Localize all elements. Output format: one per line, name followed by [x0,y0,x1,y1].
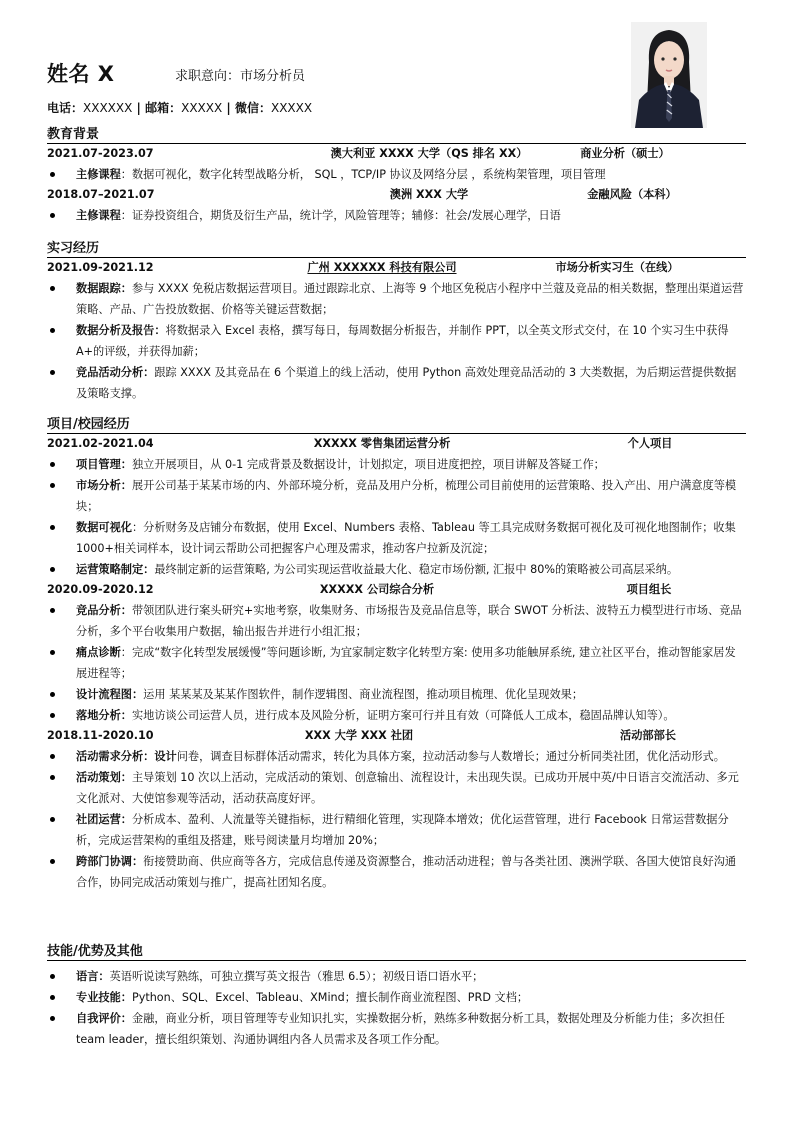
list-item [47,684,746,705]
list-item [47,454,746,475]
item-text: 跟踪 XXXX 及其竞品在 6 个渠道上的线上活动，使用 Python 高效处理竞品活动的 3 大类数据，为后期运营提供数据及策略支撑。 [76,366,737,400]
entry-school: 澳大利亚 XXXX 大学（QS 排名 XX） [330,147,528,160]
list-item [47,362,746,404]
item-label: 设计流程图： [76,688,144,701]
item-label: 运营策略制定： [76,563,155,576]
item-text: 实地访谈公司运营人员，进行成本及风险分析，证明方案可行并且有效（可降低人工成本，稳固品牌认知等）。 [131,709,675,722]
list-item [47,600,746,642]
contact-separator: | [222,101,235,115]
item-label: 数据分析及报告： [76,324,166,337]
phone-value: XXXXXX [83,101,133,115]
item-text: 带领团队进行案头研究+实地考察，收集财务、市场报告及竞品信息等，联合 SWOT 分析法、波特五力模型进行市场、竞品分析，多个平台收集用户数据，输出报告并进行小组汇报； [76,604,742,638]
email-label: 邮箱： [145,101,182,115]
entry-company: 广州 XXXXXX 科技有限公司 [307,261,457,274]
item-label: 竞品活动分析： [76,366,155,379]
candidate-name: 姓名 X [47,62,115,86]
education-entry-header [47,144,746,164]
item-label: 语言： [76,970,110,983]
item-text: 将数据录入 Excel 表格，撰写每日，每周数据分析报告，并制作 PPT，以全英文形式交付，在 10 个实习生中获得 A+的评级，并获得加薪； [76,324,729,358]
item-text: 运用 某某某及某某作图软件，制作逻辑图、商业流程图，推动项目梳理、优化呈现效果； [143,688,584,701]
item-text: ：证券投资组合，期货及衍生产品，统计学，风险管理等；辅修：社会/发展心理学，日语 [120,209,561,222]
projects-section [47,416,746,893]
list-item [47,205,746,226]
entry-date: 2018.11-2020.10 [47,729,154,742]
project-entry-header [47,434,746,454]
item-label: 主修课程 [76,209,121,222]
item-label: 活动策划： [76,771,132,784]
entry-date: 2021.09-2021.12 [47,261,154,274]
entry-role: 活动部部长 [620,729,676,742]
entry-school: 澳洲 XXX 大学 [389,188,469,201]
item-text: 问卷，调查目标群体活动需求，转化为具体方案，拉动活动参与人数增长；通过分析同类社团，优化活动形式。 [176,750,725,763]
item-label: 项目管理： [76,458,132,471]
email-value: XXXXX [181,101,223,115]
item-text: 衔接赞助商、供应商等各方，完成信息传递及资源整合，推动活动进程；曾与各类社团、澳洲学联、各国大使馆良好沟通合作，协同完成活动策划与推广，提高社团知名度。 [76,855,737,889]
item-text: 分析成本、盈利、人流量等关键指标，进行精细化管理，实现降本增效；优化运营管理，进行 Facebook 日常运营数据分析，完成运营架构的重组及搭建，账号阅读量月均增加 20%； [76,813,729,847]
entry-major: 金融风险（本科） [587,188,677,201]
item-label: 社团运营： [76,813,132,826]
contact-line [47,99,312,116]
item-label: 竞品分析： [76,604,132,617]
entry-project: XXXXX 零售集团运营分析 [313,437,451,450]
wechat-value: XXXXX [270,101,313,115]
item-text: ：分析财务及店铺分布数据，使用 Excel、Numbers 表格、Tableau 等工具完成财务数据可视化及可视化地图制作；收集 1000+相关词样本，设计词云帮助公司把握客户心理及需求，推动客户拉新及沉淀； [76,521,736,555]
list-item [47,1008,746,1050]
section-title: 项目/校园经历 [47,416,746,434]
list-item [47,164,746,185]
portrait-image [631,22,707,128]
item-text: 英语听说读写熟练，可独立撰写英文报告（雅思 6.5）；初级日语口语水平； [109,970,484,983]
item-label: 市场分析： [76,479,132,492]
list-item [47,746,746,767]
item-label: 数据可视化 [76,521,132,534]
entry-date: 2021.07-2023.07 [47,147,154,160]
item-label: 专业技能： [76,991,132,1004]
skills-section [47,943,746,1050]
entry-role: 市场分析实习生（在线） [555,261,679,274]
entry-date: 2018.07–2021.07 [47,188,155,201]
item-text: 独立开展项目，从 0-1 完成背景及数据设计，计划拟定，项目进度把控，项目讲解及答疑工作； [131,458,605,471]
item-text: 参与 XXXX 免税店数据运营项目。通过跟踪北京、上海等 9 个地区免税店小程序中兰蔻及竞品的相关数据，整理出渠道运营策略、产品、广告投放数据、价格等关键运营数据； [76,282,744,316]
list-item [47,987,746,1008]
item-label: 自我评价： [76,1012,132,1025]
section-title: 技能/优势及其他 [47,943,746,961]
item-label: 数据跟踪： [76,282,132,295]
list-item [47,851,746,893]
item-label: 跨部门协调： [76,855,144,868]
wechat-label: 微信： [234,101,271,115]
profile-photo [631,22,707,128]
item-label: 主修课程 [76,168,121,181]
list-item [47,705,746,726]
entry-date: 2021.02-2021.04 [47,437,154,450]
item-text: 金融，商业分析，项目管理等专业知识扎实，实操数据分析，熟练多种数据分析工具，数据处理及分析能力佳；多次担任 team leader，擅长组织策划、沟通协调组内各人员需求及各项工作分配。 [76,1012,725,1046]
item-text: Python、SQL、Excel、Tableau、XMind；擅长制作商业流程图、PRD 文档； [131,991,529,1004]
item-text: 展开公司基于某某市场的内、外部环境分析，竞品及用户分析，梳理公司目前使用的运营策略、投入产出、用户满意度等模块； [76,479,737,513]
entry-date: 2020.09-2020.12 [47,583,154,596]
education-section [47,126,746,226]
item-label: 活动需求分析：设计 [76,750,177,763]
entry-role: 项目组长 [626,583,672,596]
list-item [47,809,746,851]
list-item [47,559,746,580]
list-item [47,517,746,559]
project-entry-header [47,580,746,600]
internship-entry-header [47,258,746,278]
item-label: 痛点诊断 [76,646,121,659]
list-item [47,475,746,517]
list-item [47,320,746,362]
entry-project: XXXXX 公司综合分析 [319,583,435,596]
section-title: 教育背景 [47,126,746,144]
list-item [47,966,746,987]
item-text: 最终制定新的运营策略, 为公司实现运营收益最大化、稳定市场份额, 汇报中 80%的策略被公司高层采纳。 [154,563,679,576]
item-text: ：数据可视化，数字化转型战略分析， SQL ，TCP/IP 协议及网络分层 ，系统构架管理，项目管理 [120,168,606,181]
item-label: 落地分析： [76,709,132,722]
list-item [47,278,746,320]
contact-separator: | [132,101,146,115]
list-item [47,642,746,684]
item-text: ：完成“数字化转型发展缓慢”等问题诊断, 为宜家制定数字化转型方案: 使用多功能触屏系统, 建立社区平台，推动智能家居发展进程等； [76,646,736,680]
phone-label: 电话： [47,101,84,115]
item-text: 主导策划 10 次以上活动，完成活动的策划、创意输出、流程设计，未出现失误。已成功开展中英/中日语言交流活动、多元文化派对、大使馆参观等活动，活动获高度好评。 [76,771,739,805]
job-intent: 求职意向：市场分析员 [175,69,306,84]
internship-section [47,240,746,404]
project-entry-header [47,726,746,746]
section-title: 实习经历 [47,240,746,258]
entry-major: 商业分析（硕士） [580,147,670,160]
list-item [47,767,746,809]
entry-role: 个人项目 [627,437,673,450]
entry-project: XXX 大学 XXX 社团 [304,729,414,742]
education-entry-header [47,185,746,205]
